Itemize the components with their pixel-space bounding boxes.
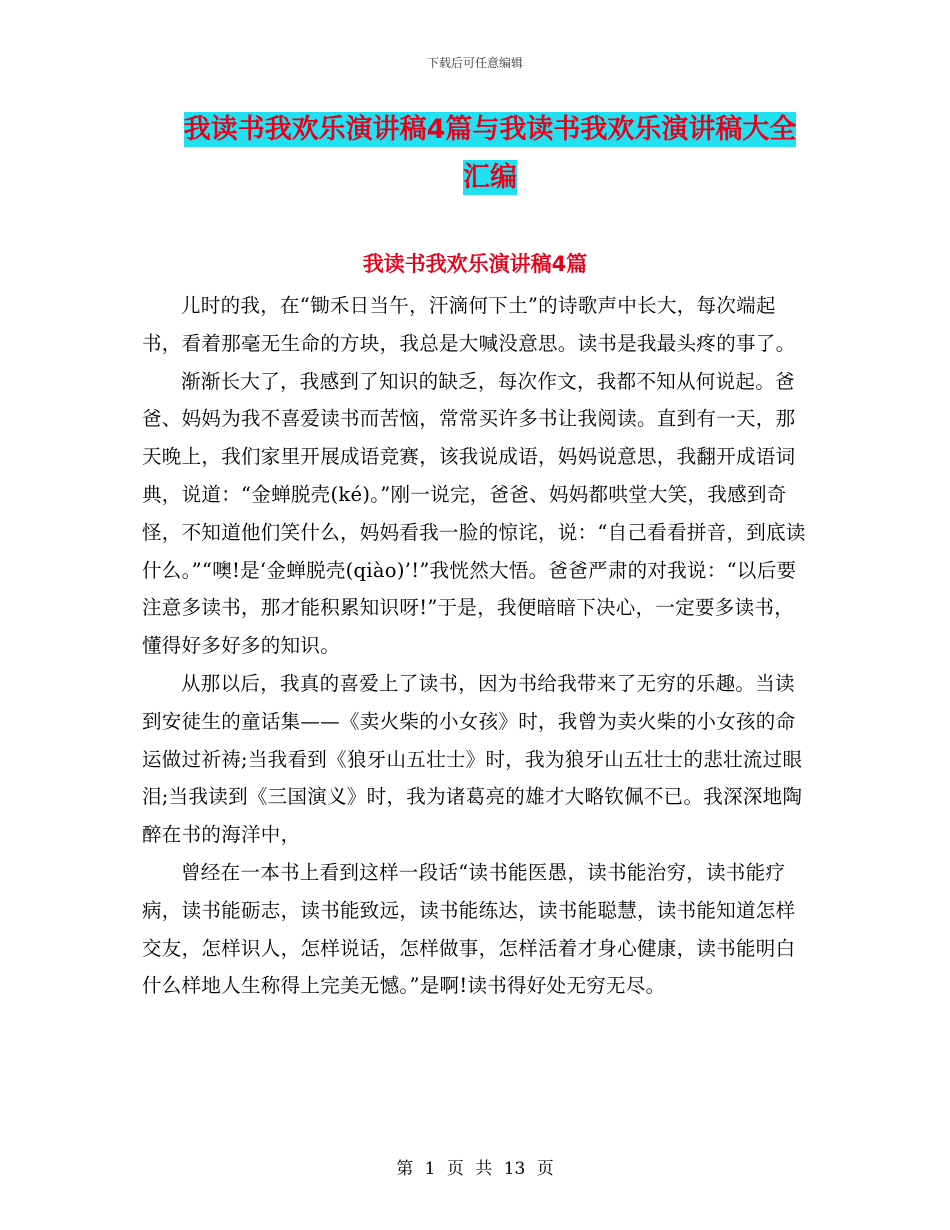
title-line-2: 汇编 [463, 162, 517, 193]
document-title [150, 106, 830, 202]
title-line-1: 我读书我欢乐演讲稿4篇与我读书我欢乐演讲稿大全 [183, 114, 797, 145]
document-body [142, 287, 812, 1005]
header-note: 下载后可任意编辑 [426, 56, 523, 70]
paragraph: 曾经在一本书上看到这样一段话“读书能医愚，读书能治穷，读书能疗病，读书能砺志，读书能致远，读书能练达，读书能聪慧，读书能知道怎样交友，怎样识人，怎样说话，怎样做事，怎样活着才身心健康，读书能明白什么样地人生称得上完美无憾。”是啊!读书得好处无穷无尽。 [142, 860, 796, 998]
paragraph: 儿时的我，在“锄禾日当午，汗滴何下土”的诗歌声中长大，每次端起书，看着那毫无生命的方块，我总是大喊没意思。读书是我最头疼的事了。 [142, 294, 796, 355]
paragraph: 渐渐长大了，我感到了知识的缺乏，每次作文，我都不知从何说起。爸爸、妈妈为我不喜爱读书而苦恼，常常买许多书让我阅读。直到有一天，那天晚上，我们家里开展成语竞赛，该我说成语，妈妈说意思，我翻开成语词典，说道：“金蝉脱壳(ké)。”刚一说完，爸爸、妈妈都哄堂大笑，我感到奇怪，不知道他们笑什么，妈妈看我一脸的惊诧，说：“自己看看拼音，到底读什么。”“噢!是‘金蝉脱壳(qiào)’!”我恍然大悟。爸爸严肃的对我说：“以后要注意多读书，那才能积累知识呀!”于是，我便暗暗下决心，一定要多读书，懂得好多好多的知识。 [142, 369, 806, 658]
paragraph: 从那以后，我真的喜爱上了读书，因为书给我带来了无穷的乐趣。当读到安徒生的童话集——《卖火柴的小女孩》时，我曾为卖火柴的小女孩的命运做过祈祷;当我看到《狼牙山五壮士》时，我为狼牙山五壮士的悲壮流过眼泪;当我读到《三国演义》时，我为诸葛亮的雄才大略钦佩不已。我深深地陶醉在书的海洋中， [142, 671, 803, 847]
section-title: 我读书我欢乐演讲稿4篇 [362, 252, 588, 276]
page-number: 第 1 页 共 13 页 [396, 1159, 554, 1179]
